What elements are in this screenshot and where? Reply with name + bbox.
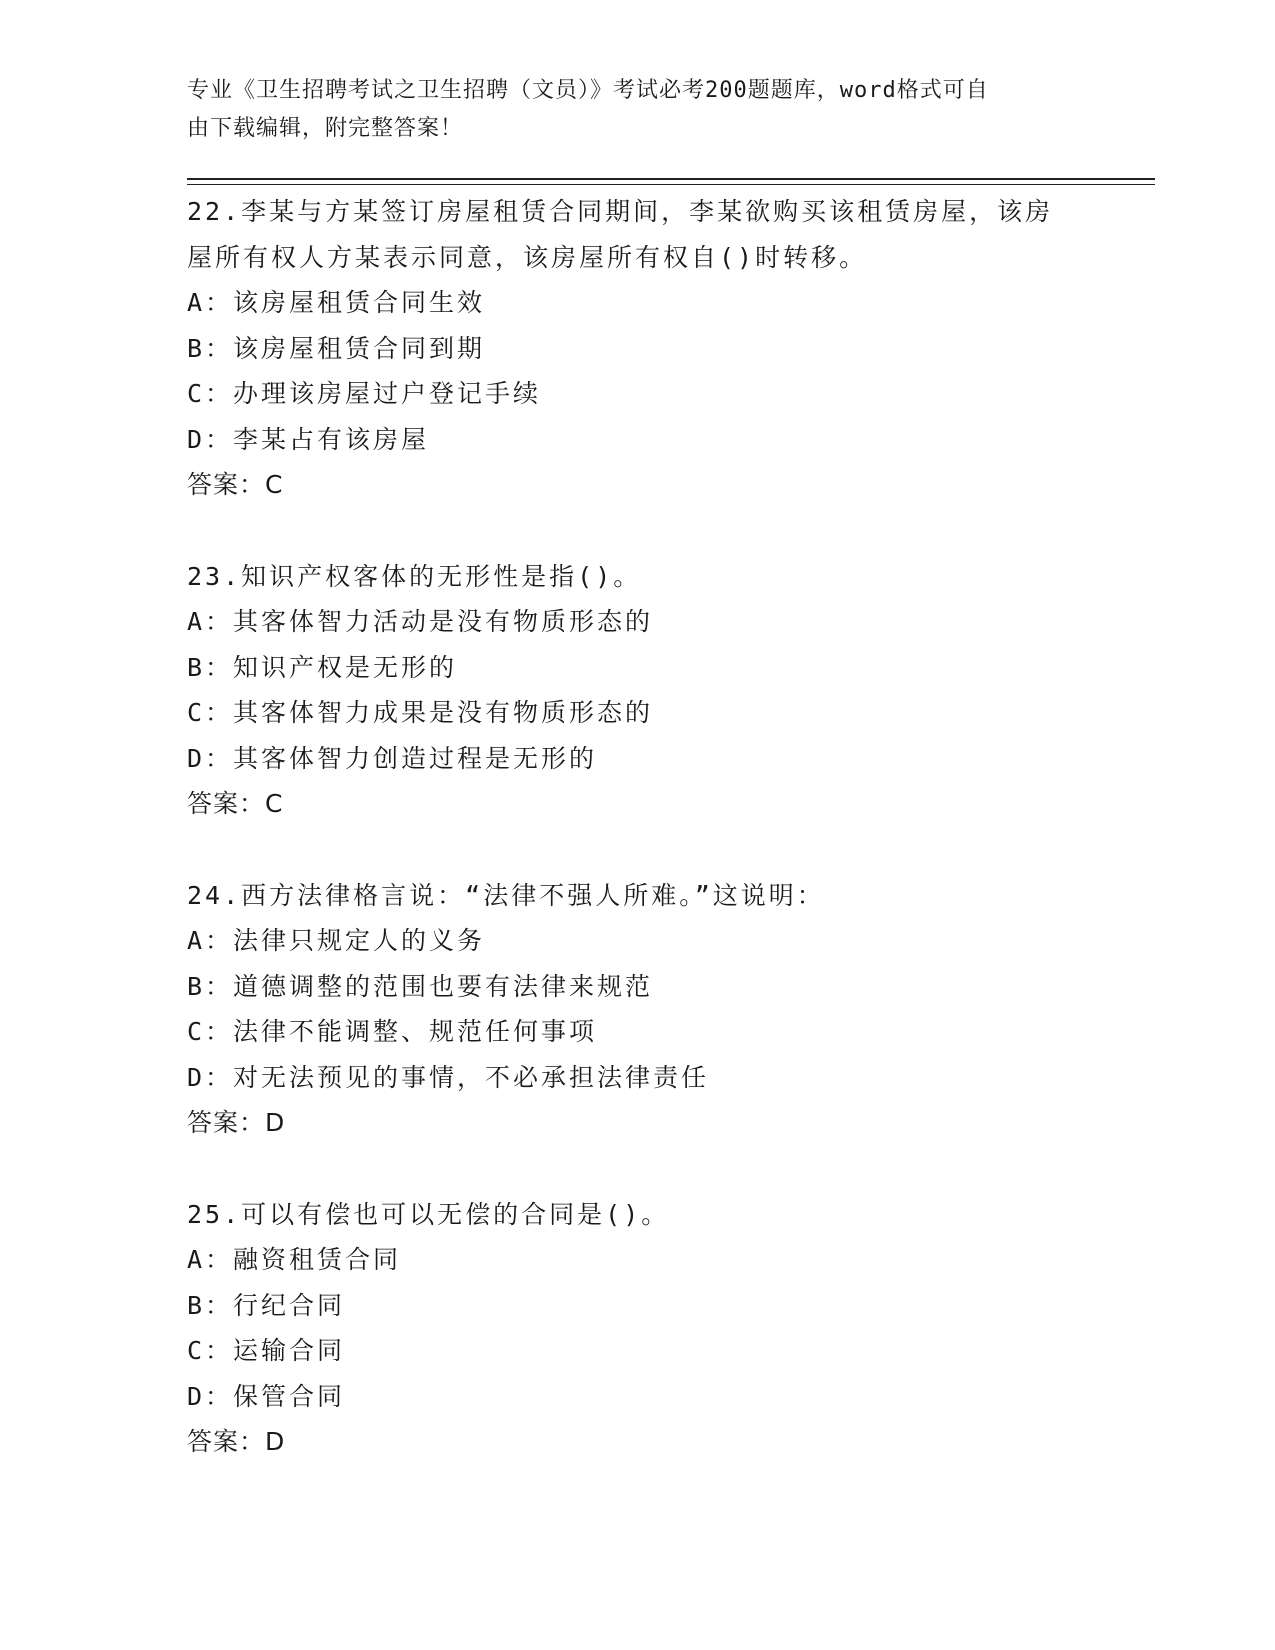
document-header [187, 72, 1067, 148]
answer: 答案：C [187, 789, 284, 818]
question-22 [187, 189, 1087, 508]
option-d: D：保管合同 [187, 1381, 346, 1411]
option-d: D：李某占有该房屋 [187, 424, 430, 454]
answer: 答案：C [187, 470, 284, 499]
question-24 [187, 873, 1087, 1146]
option-c: C：法律不能调整、规范任何事项 [187, 1017, 598, 1046]
option-d: D：其客体智力创造过程是无形的 [187, 743, 598, 773]
question-list [187, 189, 1087, 1511]
header-divider [187, 178, 1155, 180]
option-d: D：对无法预见的事情，不必承担法律责任 [187, 1062, 710, 1092]
header-line: 专业《卫生招聘考试之卫生招聘（文员）》考试必考200题题库，word格式可自 [187, 78, 989, 103]
option-a: A：该房屋租赁合同生效 [187, 288, 486, 317]
option-b: B：行纪合同 [187, 1290, 346, 1320]
option-b: B：知识产权是无形的 [187, 652, 458, 682]
option-c: C：运输合同 [187, 1336, 346, 1365]
answer: 答案：D [187, 1427, 286, 1456]
option-c: C：办理该房屋过户登记手续 [187, 379, 542, 408]
header-divider [187, 184, 1155, 185]
question-text: 屋所有权人方某表示同意，该房屋所有权自()时转移。 [187, 242, 868, 272]
question-text: 23.知识产权客体的无形性是指()。 [187, 561, 642, 591]
header-line: 由下载编辑，附完整答案！ [187, 116, 464, 141]
question-text: 22.李某与方某签订房屋租赁合同期间，李某欲购买该租赁房屋，该房 [187, 197, 1054, 226]
option-c: C：其客体智力成果是没有物质形态的 [187, 698, 654, 727]
option-a: A：融资租赁合同 [187, 1245, 402, 1274]
option-b: B：道德调整的范围也要有法律来规范 [187, 971, 654, 1001]
option-b: B：该房屋租赁合同到期 [187, 333, 486, 363]
option-a: A：其客体智力活动是没有物质形态的 [187, 607, 654, 636]
question-text: 25.可以有偿也可以无偿的合同是()。 [187, 1199, 670, 1229]
answer: 答案：D [187, 1108, 286, 1137]
question-23 [187, 554, 1087, 827]
question-25 [187, 1192, 1087, 1465]
option-a: A：法律只规定人的义务 [187, 926, 486, 955]
question-text: 24.西方法律格言说：“法律不强人所难。”这说明： [187, 880, 825, 910]
